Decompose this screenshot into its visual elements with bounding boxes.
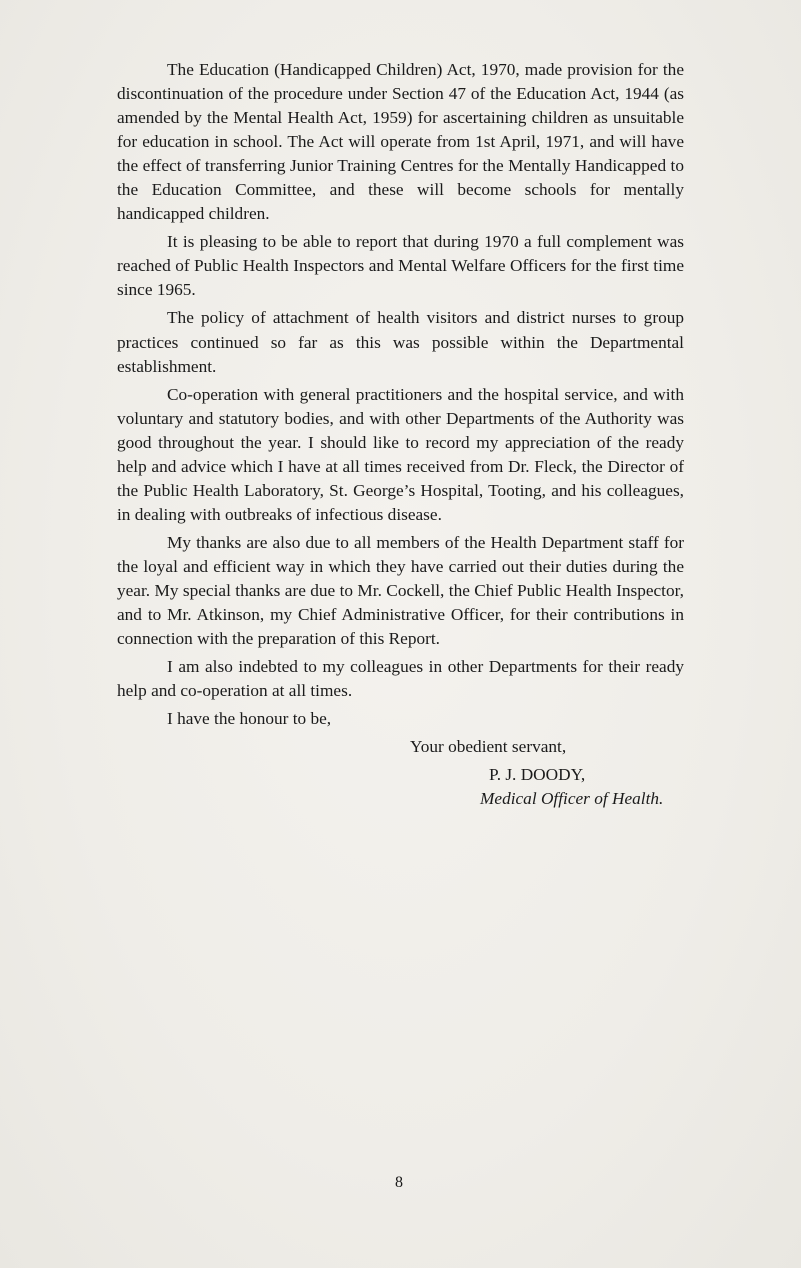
paragraph-education-act: The Education (Handicapped Children) Act, 1970, made provision for the discontinuation of the procedure under Section 47 of the Education Act, 1944 (as amended by the Mental Health Act, 1959) for ascertaining children as unsuitable for education in school. The Act will operate from 1st April, 1971, and will have the effect of transferring Junior Training Centres for the Mentally Handicapped to the Education Committee, and these will become schools for mentally handicapped children. bbox=[117, 60, 684, 224]
signature-block bbox=[410, 735, 684, 811]
signatory-title: Medical Officer of Health. bbox=[480, 789, 664, 809]
paragraph-attachment-policy: The policy of attachment of health visitors and district nurses to group practices continued so far as this was possible within the Departmental establishment. bbox=[117, 308, 684, 376]
signatory-name: P. J. DOODY, bbox=[489, 765, 586, 785]
closing-line: I have the honour to be, bbox=[167, 709, 332, 729]
paragraph-co-operation: Co-operation with general practitioners and the hospital service, and with voluntary and statutory bodies, and with other Departments of the Authority was good throughout the year. I should like to record my appreciation of the ready help and advice which I have at all times received from Dr. Fleck, the Director of the Public Health Laboratory, St. George’s Hospital, Tooting, and his colleagues, in dealing with outbreaks of infectious disease. bbox=[117, 384, 684, 524]
paragraph-thanks-staff: My thanks are also due to all members of the Health Department staff for the loyal and efficient way in which they have carried out their duties during the year. My special thanks are due to Mr. Cockell, the Chief Public Health Inspector, and to Mr. Atkinson, my Chief Administrative Officer, for their contributions in connection with the preparation of this Report. bbox=[117, 532, 684, 649]
paragraph-staffing: It is pleasing to be able to report that during 1970 a full complement was reached of Public Health Inspectors and Mental Welfare Officers for the first time since 1965. bbox=[117, 232, 684, 300]
valediction: Your obedient servant, bbox=[410, 737, 567, 757]
paragraph-thanks-colleagues: I am also indebted to my colleagues in other Departments for their ready help and co-operation at all times. bbox=[117, 657, 684, 701]
page-number: 8 bbox=[395, 1174, 403, 1191]
body-text bbox=[117, 58, 684, 811]
